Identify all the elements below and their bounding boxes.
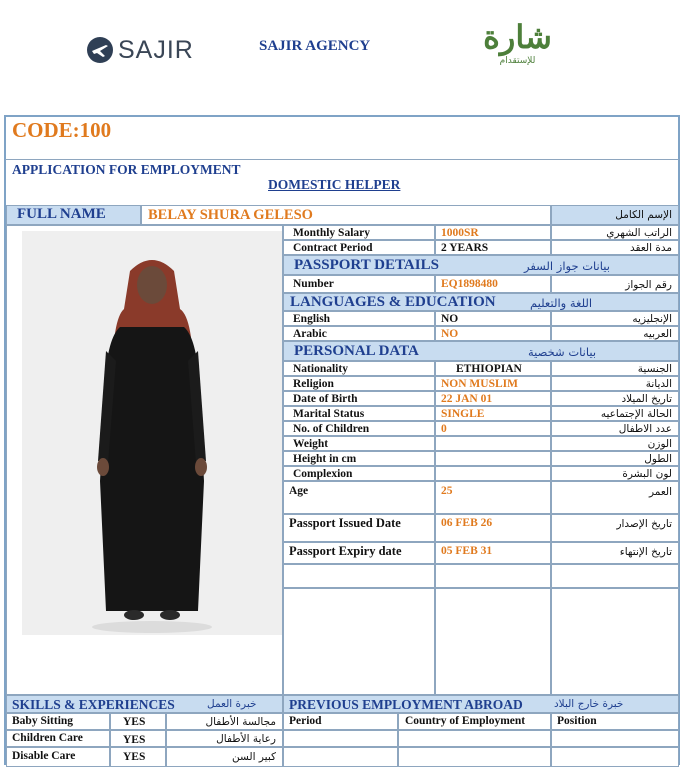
arabic-value-cell [435,326,551,341]
plane-icon [86,36,114,64]
passport-number-ar: رقم الجواز [625,279,672,291]
position-title: DOMESTIC HELPER [268,177,401,192]
personal-row-value: ETHIOPIAN [456,363,522,375]
previous-header [283,695,679,713]
personal-row-ar-cell [551,376,679,391]
contract-label: Contract Period [293,242,373,254]
passport-number-value: EQ1898480 [441,278,498,290]
languages-title: LANGUAGES & EDUCATION [290,294,496,310]
skill-label-cell [6,747,110,767]
personal-row-label-cell [283,466,435,481]
empty-cell [398,730,551,747]
personal-row-ar-cell [551,436,679,451]
empty-cell [283,588,435,695]
personal-row-value-cell [435,451,551,466]
personal-row-value-cell [435,361,551,376]
personal-row-ar: عدد الاطفال [618,423,672,435]
personal-row-ar-cell [551,466,679,481]
skill-value-cell [110,713,166,730]
salary-ar: الراتب الشهري [606,227,672,239]
issued-ar: تاريخ الإصدار [616,518,672,530]
skills-title: SKILLS & EXPERIENCES [12,697,175,712]
personal-row-label-cell [283,436,435,451]
personal-row-value-cell [435,421,551,436]
skill-label-cell [6,713,110,730]
english-label-cell [283,311,435,326]
contract-ar: مدة العقد [630,242,672,254]
personal-row-ar: الطول [644,453,672,465]
issued-value: 06 FEB 26 [441,517,493,529]
applicant-photo [22,231,282,635]
skill-ar: مجالسة الأطفال [205,716,276,728]
salary-label-cell [283,225,435,240]
issued-ar-cell [551,514,679,542]
empty-cell [551,588,679,695]
expiry-value-cell [435,542,551,564]
personal-row-label-cell [283,391,435,406]
english-label: English [293,313,331,325]
empty-cell [283,564,435,588]
contract-label-cell [283,240,435,255]
skill-value: YES [123,734,146,746]
skill-label: Baby Sitting [12,715,74,727]
personal-row-ar-cell [551,451,679,466]
previous-title: PREVIOUS EMPLOYMENT ABROAD [289,697,523,712]
contract-ar-cell [551,240,679,255]
skill-ar-cell [166,713,283,730]
sajir-logo [86,34,196,66]
personal-row-label: Height in cm [293,453,357,465]
personal-row-label-cell [283,376,435,391]
previous-col-position-cell [551,713,679,730]
empty-cell [551,564,679,588]
skill-value-cell [110,730,166,747]
previous-col-period-cell [283,713,398,730]
personal-row-label-cell [283,406,435,421]
arabic-label-cell [283,326,435,341]
languages-header [283,293,679,311]
salary-value-cell [435,225,551,240]
passport-title: PASSPORT DETAILS [294,257,439,273]
personal-row-label-cell [283,451,435,466]
personal-row-ar-cell [551,391,679,406]
personal-row-ar: تاريخ الميلاد [621,393,672,405]
personal-row-label: Complexion [293,468,353,480]
age-label: Age [289,485,309,497]
salary-ar-cell [551,225,679,240]
skill-label: Disable Care [12,750,76,762]
skill-label: Children Care [12,732,83,744]
expiry-value: 05 FEB 31 [441,545,493,557]
personal-row-label: Date of Birth [293,393,358,405]
issued-label: Passport Issued Date [289,516,401,530]
previous-title-ar: خبرة خارج البلاد [554,698,624,710]
personal-title: PERSONAL DATA [294,343,419,359]
personal-row-ar: الجنسية [637,363,672,375]
personal-row-value-cell [435,406,551,421]
arabic-ar-cell [551,326,679,341]
personal-row-label: Weight [293,438,329,450]
personal-row-value: 0 [441,423,447,435]
contract-value: 2 YEARS [441,242,489,254]
arabic-logo-text: شارة [483,18,552,56]
age-ar: العمر [648,486,672,498]
previous-col-country-cell [398,713,551,730]
skill-ar-cell [166,747,283,767]
salary-value: 1000SR [441,227,479,239]
personal-row-ar: لون البشرة [622,468,672,480]
arabic-ar: العربيه [643,328,672,340]
empty-cell [283,730,398,747]
skill-label-cell [6,730,110,747]
application-title: APPLICATION FOR EMPLOYMENT [12,162,241,177]
empty-cell [283,747,398,767]
passport-number-label: Number [293,278,334,290]
contract-value-cell [435,240,551,255]
empty-cell [551,730,679,747]
passport-title-ar: بيانات جواز السفر [524,259,610,273]
skills-title-ar: خبرة العمل [207,698,257,710]
age-value-cell [435,481,551,514]
personal-row-ar: الحالة الإجتماعيه [600,408,672,420]
personal-row-value: SINGLE [441,408,485,420]
previous-col-position: Position [557,715,597,727]
personal-row-ar-cell [551,421,679,436]
personal-title-ar: بيانات شخصية [528,345,597,359]
skill-value: YES [123,751,146,763]
full-name-value: BELAY SHURA GELESO [148,207,313,223]
age-value: 25 [441,485,453,497]
issued-label-cell [283,514,435,542]
sajir-logo-text: SAJIR [118,36,194,64]
salary-label: Monthly Salary [293,227,370,239]
skill-ar: رعاية الأطفال [216,733,276,745]
person-photo-icon [22,231,282,635]
english-value-cell [435,311,551,326]
languages-title-ar: اللغة والتعليم [530,296,593,310]
agency-name: SAJIR AGENCY [259,38,371,54]
full-name-label: FULL NAME [17,206,106,222]
expiry-label: Passport Expiry date [289,544,402,558]
personal-row-label: Religion [293,378,334,390]
skill-ar: كبير السن [232,751,276,763]
personal-row-ar: الديانة [645,378,672,390]
personal-row-ar-cell [551,361,679,376]
personal-row-label: Nationality [293,363,348,375]
skill-value: YES [123,716,146,728]
arabic-logo [470,18,565,80]
arabic-label: Arabic [293,328,327,340]
full-name-value-cell [141,205,551,225]
english-value: NO [441,313,459,325]
code-label: CODE:100 [12,118,112,142]
skills-header [6,695,283,713]
divider [5,159,679,160]
personal-row-label: No. of Children [293,423,370,435]
personal-row-value: 22 JAN 01 [441,393,493,405]
full-name-label-cell [6,205,141,225]
full-name-ar: الإسم الكامل [615,209,672,221]
personal-row-label: Marital Status [293,408,365,420]
passport-header [283,255,679,275]
empty-cell [435,564,551,588]
full-name-ar-cell [551,205,679,225]
personal-row-value-cell [435,436,551,451]
skill-value-cell [110,747,166,767]
personal-row-label-cell [283,421,435,436]
empty-cell [398,747,551,767]
personal-row-value: NON MUSLIM [441,378,518,390]
passport-number-ar-cell [551,275,679,293]
personal-row-value-cell [435,466,551,481]
personal-row-value-cell [435,376,551,391]
empty-cell [551,747,679,767]
personal-row-label-cell [283,361,435,376]
personal-header [283,341,679,361]
previous-col-period: Period [289,715,322,727]
english-ar: الإنجليزيه [632,313,672,325]
expiry-ar-cell [551,542,679,564]
english-ar-cell [551,311,679,326]
passport-number-label-cell [283,275,435,293]
arabic-logo-sub: للإستقدام [499,56,536,66]
arabic-value: NO [441,328,459,340]
skill-ar-cell [166,730,283,747]
age-ar-cell [551,481,679,514]
issued-value-cell [435,514,551,542]
expiry-label-cell [283,542,435,564]
passport-number-value-cell [435,275,551,293]
personal-row-ar: الوزن [647,438,672,450]
personal-row-ar-cell [551,406,679,421]
personal-row-value-cell [435,391,551,406]
age-label-cell [283,481,435,514]
expiry-ar: تاريخ الإنتهاء [619,546,672,558]
previous-col-country: Country of Employment [405,715,526,727]
empty-cell [435,588,551,695]
